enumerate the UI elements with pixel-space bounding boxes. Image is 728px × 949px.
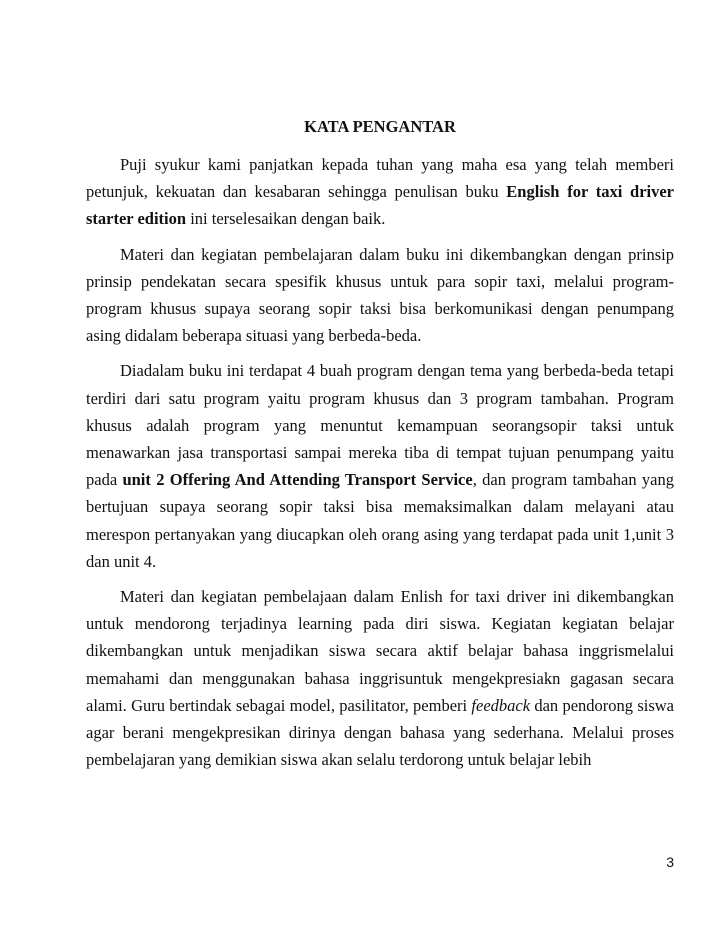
book-title-bold: English for taxi driver starter edition [86, 182, 675, 229]
page-title: KATA PENGANTAR [304, 117, 456, 136]
paragraph-4-text-a: Materi dan kegiatan pembelajaan dalam Enlish for taxi driver ini dikembangkan untuk mendorong terjadinya learning pada diri siswa. Kegiatan kegiatan belajar dikembangkan untuk menjadikan siswa secara aktif belajar bahasa inggrismelalui memahami dan menggunakan bahasa inggrisuntuk mengekpresiakn gagasan secara alami. Guru bertindak sebagai model, pasilitator, pemberi [86, 587, 674, 715]
document-body [86, 151, 674, 781]
paragraph-4-text-b: dan pendorong siswa agar berani mengekpresikan dirinya dengan bahasa yang sederhana. Melalui proses pembelajaran yang demikian siswa akan selalu terdorong untuk belajar lebih [86, 695, 674, 770]
paragraph-3 [86, 357, 674, 575]
paragraph-4 [86, 583, 674, 773]
feedback-italic: feedback [471, 695, 531, 715]
paragraph-2 [86, 241, 674, 350]
paragraph-1-text-b: ini terselesaikan dengan baik. [186, 209, 386, 229]
paragraph-3-text-a: Diadalam buku ini terdapat 4 buah program dengan tema yang berbeda-beda tetapi terdiri dari satu program yaitu program khusus dan 3 program tambahan. Program khusus adalah program yang menuntut kemampuan seorangsopir taksi untuk menawarkan jasa transportasi sampai mereka tiba di tempat tujuan penumpang yaitu pada [86, 361, 674, 490]
paragraph-1 [86, 151, 674, 233]
paragraph-1-text-a: Puji syukur kami panjatkan kepada tuhan yang maha esa yang telah memberi petunjuk, kekuatan dan kesabaran sehingga penulisan buku [86, 155, 674, 202]
unit-2-title-bold: unit 2 Offering And Attending Transport Service [122, 470, 473, 490]
paragraph-3-text-b: , dan program tambahan yang bertujuan supaya seorang sopir taksi bisa memaksimalkan dalam melayani atau merespon pertanyakan yang diucapkan oleh orang asing yang terdapat pada unit 1,unit 3 dan unit 4. [86, 470, 674, 571]
paragraph-2-text: Materi dan kegiatan pembelajaran dalam buku ini dikembangkan dengan prinsip prinsip pendekatan secara spesifik khusus untuk para sopir taxi, melalui program-program khusus supaya seorang sopir taksi bisa berkomunikasi dengan penumpang asing didalam beberapa situasi yang berbeda-beda. [86, 244, 674, 346]
page-number: 3 [666, 854, 674, 870]
